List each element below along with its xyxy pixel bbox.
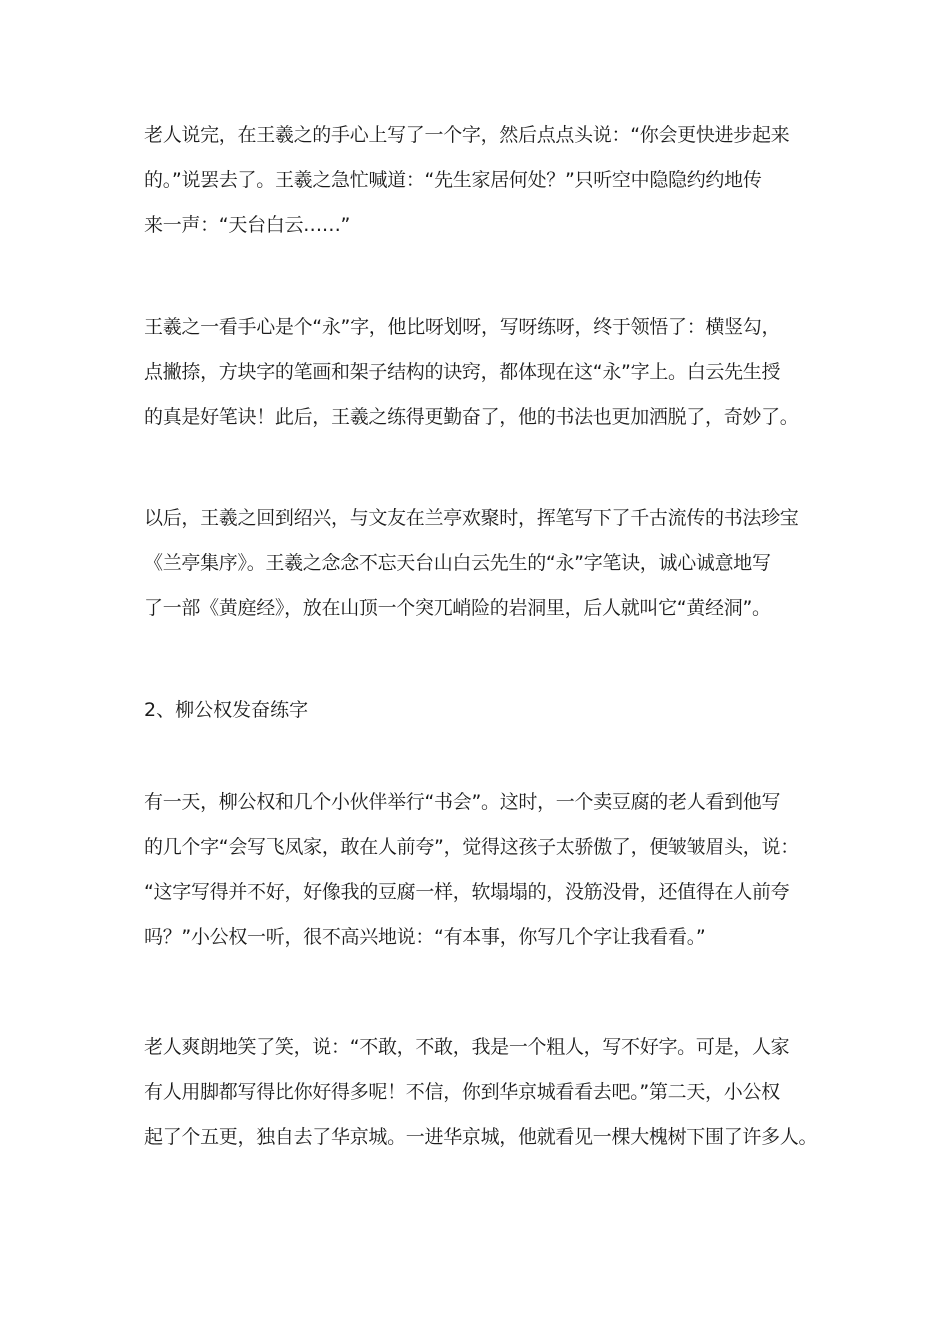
text-line: 以后，王羲之回到绍兴，与文友在兰亭欢聚时，挥笔写下了千古流传的书法珍宝: [144, 507, 799, 529]
text-line: 《兰亭集序》。王羲之念念不忘天台山白云先生的“永”字笔诀，诚心诚意地写: [144, 552, 771, 574]
text-line: 吗？”小公权一听，很不高兴地说：“有本事，你写几个字让我看看。”: [144, 926, 706, 948]
text-line: 的。”说罢去了。王羲之急忙喊道：“先生家居何处？”只听空中隐隐约约地传: [144, 169, 762, 191]
paragraph-calligraphy-meeting: [144, 780, 814, 960]
text-line: 的真是好笔诀！此后，王羲之练得更勤奋了，他的书法也更加洒脱了，奇妙了。: [144, 406, 799, 428]
text-line: 老人爽朗地笑了笑，说：“不敢，不敢，我是一个粗人，写不好字。可是，人家: [144, 1036, 790, 1058]
text-line: 有一天，柳公权和几个小伙伴举行“书会”。这时，一个卖豆腐的老人看到他写: [144, 791, 781, 813]
text-line: 老人说完，在王羲之的手心上写了一个字，然后点点头说：“你会更快进步起来: [144, 124, 790, 146]
paragraph-old-man-writes: [144, 113, 814, 248]
text-line: 王羲之一看手心是个“永”字，他比呀划呀，写呀练呀，终于领悟了：横竖勾，: [144, 316, 781, 338]
paragraph-huajing-city: [144, 1025, 818, 1160]
section-heading: 2、柳公权发奋练字: [144, 699, 309, 721]
paragraph-lanting: [144, 496, 814, 631]
text-line: 点撇捺，方块字的笔画和架子结构的诀窍，都体现在这“永”字上。白云先生授: [144, 361, 781, 383]
text-line: 有人用脚都写得比你好得多呢！不信，你到华京城看看去吧。”第二天，小公权: [144, 1081, 780, 1103]
text-line: 来一声：“天台白云……”: [144, 214, 351, 236]
text-line: 起了个五更，独自去了华京城。一进华京城，他就看见一棵大槐树下围了许多人。: [144, 1126, 818, 1148]
text-line: 的几个字“会写飞凤家，敢在人前夸”，觉得这孩子太骄傲了，便皱皱眉头，说：: [144, 836, 799, 858]
paragraph-yong-character: [144, 305, 814, 440]
text-line: “这字写得并不好，好像我的豆腐一样，软塌塌的，没筋没骨，还值得在人前夸: [144, 881, 790, 903]
text-line: 了一部《黄庭经》，放在山顶一个突兀峭险的岩洞里，后人就叫它“黄经洞”。: [144, 597, 771, 619]
